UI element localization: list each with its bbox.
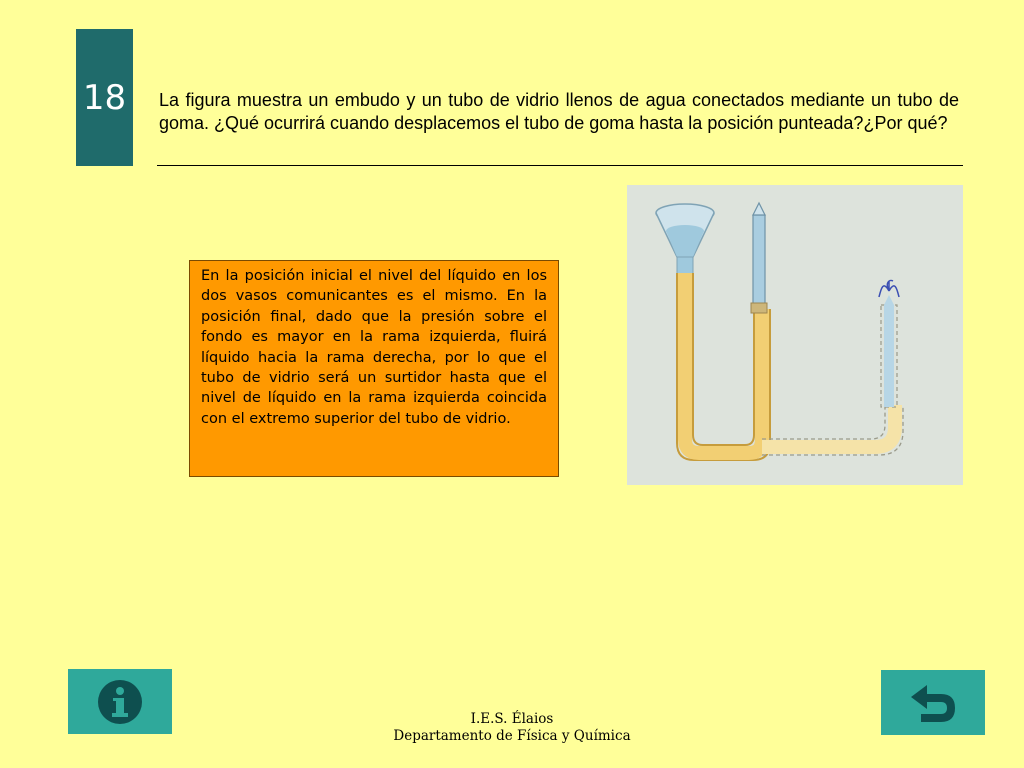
info-button[interactable] (68, 669, 172, 734)
return-button[interactable] (881, 670, 985, 735)
slide-number: 18 (76, 29, 133, 166)
info-icon (95, 677, 145, 727)
figure-communicating-vessels (627, 185, 963, 485)
answer-box: En la posición inicial el nivel del líquido en los dos vasos comunicantes es el mismo. En la posición final, dado que la presión sobre el fondo es mayor en la rama izquierda, fluirá líquido hacia la rama derecha, por lo que el tubo de vidrio será un surtidor hasta que el nivel de líquido en la rama izquierda coincida con el extremo superior del tubo de vidrio. (189, 260, 559, 477)
department-name: Departamento de Física y Química (393, 728, 631, 744)
question-text: La figura muestra un embudo y un tubo de vidrio llenos de agua conectados mediante un tubo de goma. ¿Qué ocurrirá cuando desplacemos el tubo de goma hasta la posición punteada?¿Por qué? (159, 90, 959, 133)
funnel (656, 204, 714, 275)
glass-tube (751, 203, 767, 313)
vessels-illustration (627, 185, 963, 485)
rubber-tube-final-dotted (762, 280, 903, 455)
footer (362, 711, 662, 745)
divider (157, 165, 963, 166)
school-name: I.E.S. Élaios (470, 711, 554, 727)
return-arrow-icon (905, 679, 961, 727)
